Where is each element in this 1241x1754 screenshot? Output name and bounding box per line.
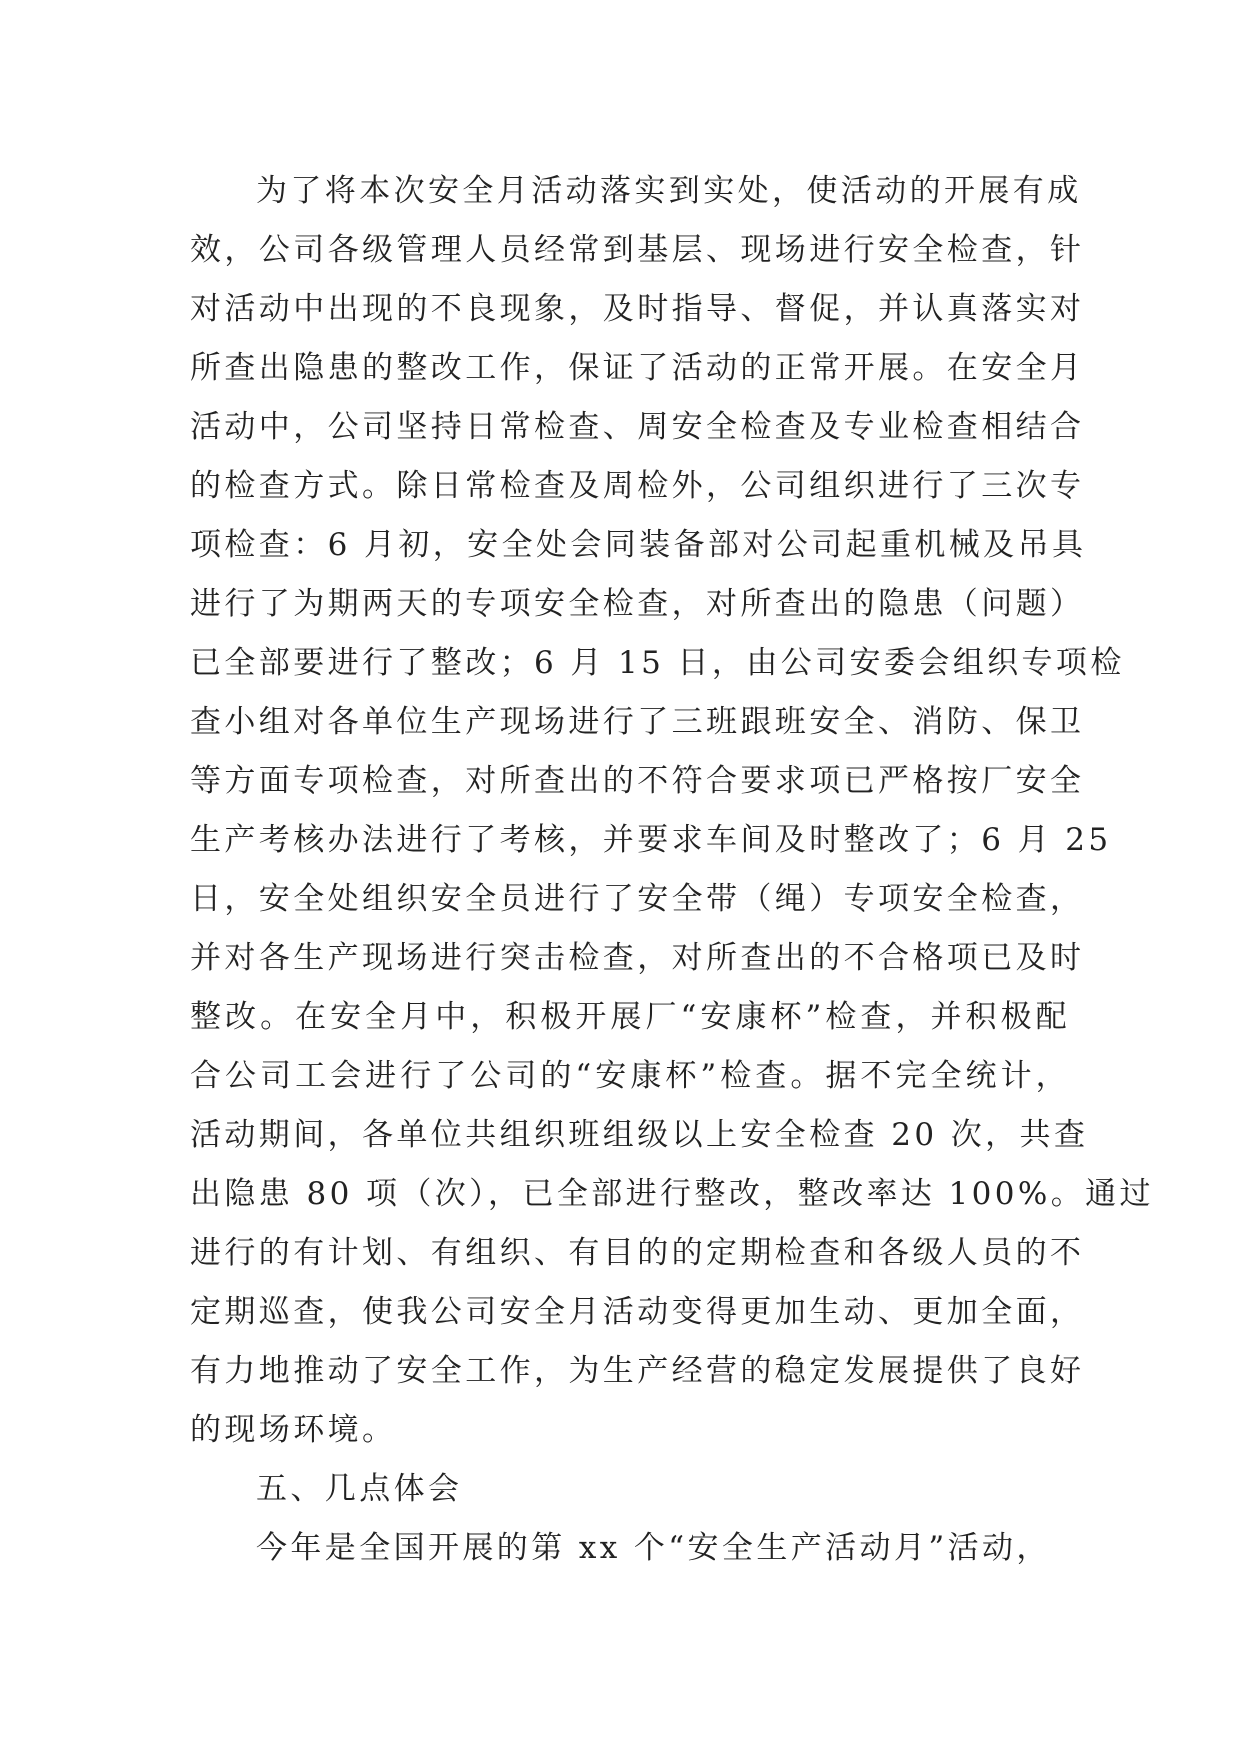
text-line: 出隐患 80 项（次），已全部进行整改，整改率达 100%。通过 xyxy=(190,1176,1154,1212)
text-line: 等方面专项检查，对所查出的不符合要求项已严格按厂安全 xyxy=(190,763,1085,799)
text-line: 日，安全处组织安全员进行了安全带（绳）专项安全检查， xyxy=(190,881,1085,917)
text-line: 进行的有计划、有组织、有目的的定期检查和各级人员的不 xyxy=(190,1235,1085,1271)
text-line: 并对各生产现场进行突击检查，对所查出的不合格项已及时 xyxy=(190,940,1085,976)
text-line: 的现场环境。 xyxy=(190,1412,397,1448)
text-line: 生产考核办法进行了考核，并要求车间及时整改了；6 月 25 xyxy=(190,822,1112,858)
text-line: 进行了为期两天的专项安全检查，对所查出的隐患（问题） xyxy=(190,586,1085,622)
text-line: 有力地推动了安全工作，为生产经营的稳定发展提供了良好 xyxy=(190,1353,1085,1389)
text-line: 今年是全国开展的第 xx 个“安全生产活动月”活动， xyxy=(256,1530,1051,1566)
text-line: 所查出隐患的整改工作，保证了活动的正常开展。在安全月 xyxy=(190,350,1085,386)
text-line: 项检查：6 月初，安全处会同装备部对公司起重机械及吊具 xyxy=(190,527,1087,563)
section-heading: 五、几点体会 xyxy=(256,1471,463,1507)
text-line: 定期巡查，使我公司安全月活动变得更加生动、更加全面， xyxy=(190,1294,1085,1330)
text-line: 活动期间，各单位共组织班组级以上安全检查 20 次，共查 xyxy=(190,1117,1089,1153)
paragraph-reflection xyxy=(190,1519,1070,1578)
text-line: 的检查方式。除日常检查及周检外，公司组织进行了三次专 xyxy=(190,468,1085,504)
text-line: 整改。在安全月中，积极开展厂“安康杯”检查，并积极配 xyxy=(190,999,1070,1035)
paragraph-safety-inspection xyxy=(190,162,1154,1460)
text-line: 效，公司各级管理人员经常到基层、现场进行安全检查，针 xyxy=(190,232,1085,268)
text-line: 合公司工会进行了公司的“安康杯”检查。据不完全统计， xyxy=(190,1058,1070,1094)
text-line: 对活动中出现的不良现象，及时指导、督促，并认真落实对 xyxy=(190,291,1085,327)
text-line: 为了将本次安全月活动落实到实处，使活动的开展有成 xyxy=(256,173,1082,209)
text-line: 已全部要进行了整改；6 月 15 日，由公司安委会组织专项检 xyxy=(190,645,1125,681)
document-body xyxy=(190,162,1154,1578)
text-line: 活动中，公司坚持日常检查、周安全检查及专业检查相结合 xyxy=(190,409,1085,445)
text-line: 查小组对各单位生产现场进行了三班跟班安全、消防、保卫 xyxy=(190,704,1085,740)
